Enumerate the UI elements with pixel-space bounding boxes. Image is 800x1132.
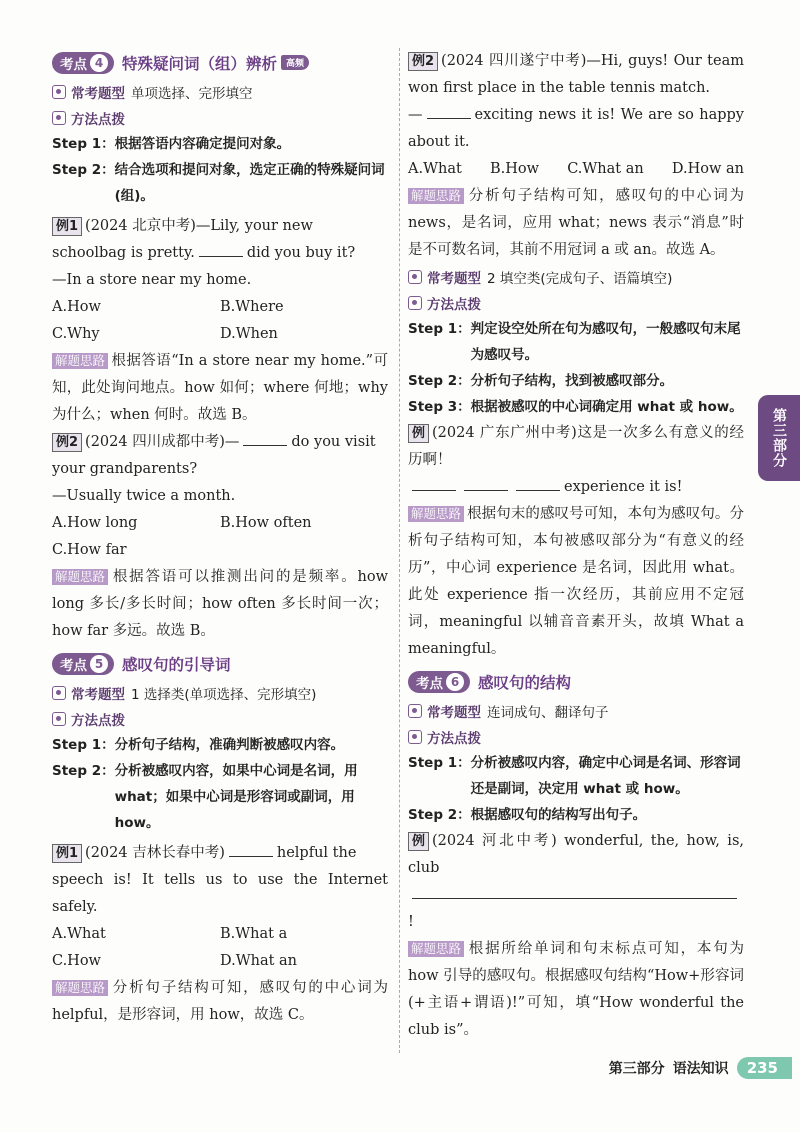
- solution-tag: 解题思路: [408, 188, 464, 204]
- question-type-row: 常考题型 连词成句、翻译句子: [408, 698, 744, 724]
- step-item: Step 3： 根据被感叹的中心词确定用 what 或 how。: [408, 399, 743, 415]
- option: A.What: [408, 161, 462, 177]
- question-type-row: 常考题型 1 选择类(单项选择、完形填空): [52, 680, 388, 706]
- solution-text: 解题思路 分析句子结构可知，感叹句的中心词为 helpful，是形容词，用 how，故选 C。: [52, 980, 388, 1023]
- question-type-icon: [408, 704, 422, 718]
- kaodian-4-header: [52, 50, 388, 75]
- kaodian-number: 4: [90, 54, 108, 72]
- solution-tag: 解题思路: [408, 941, 464, 957]
- answer-line: —In a store near my home.: [52, 272, 252, 288]
- answer-line: —Usually twice a month.: [52, 488, 236, 504]
- kaodian-5-header: [52, 651, 388, 676]
- method-icon: [408, 730, 422, 744]
- solution-text: 解题思路 根据答语“In a store near my home.”可知，此处询问地点。how 如何；where 何地；why 为什么；when 何时。故选 B。: [52, 353, 388, 423]
- method-icon: [408, 296, 422, 310]
- answer-blank: [464, 477, 508, 491]
- example-tag: 例: [408, 424, 429, 443]
- kaodian-title: 感叹句的引导词: [122, 655, 231, 674]
- step-item: Step 1： 判定设空处所在句为感叹句，一般感叹句末尾为感叹号。: [408, 321, 741, 363]
- solution-text: 解题思路 根据句末的感叹号可知，本句为感叹句。分析句子结构可知，本句被感叹部分为“有意义的经历”，中心词 experience 是名词，因此用 what。此处 experience 指一次经历，其前应用不定冠词，meaningful 以辅音音素开头，故填 What a meaningful。: [408, 506, 744, 657]
- answer-blank: [199, 243, 243, 257]
- options: [52, 510, 388, 564]
- answer-blank: [412, 885, 737, 899]
- answer-blank: [412, 477, 456, 491]
- kaodian-6-header: [408, 669, 744, 694]
- option: C.How: [52, 953, 101, 969]
- question-type-icon: [52, 85, 66, 99]
- answer-blank: [427, 105, 471, 119]
- kaodian-number: 6: [446, 673, 464, 691]
- option: A.How long: [52, 515, 138, 531]
- question-type-row: 常考题型 2 填空类(完成句子、语篇填空): [408, 264, 744, 290]
- step-item: Step 2： 分析句子结构，找到被感叹部分。: [408, 373, 674, 389]
- method-row: 方法点拨: [408, 290, 744, 316]
- page-footer: [609, 1056, 792, 1080]
- option: A.How: [52, 299, 101, 315]
- section-side-tab: 第三部分: [758, 395, 800, 481]
- example-question: 例1 (2024 北京中考)—Lily, your new: [52, 213, 388, 240]
- answer-blank: [229, 843, 273, 857]
- kaodian-badge: 考点 5: [52, 653, 114, 675]
- example-tag: 例: [408, 832, 429, 851]
- option: D.What an: [220, 953, 298, 969]
- solution-tag: 解题思路: [408, 506, 464, 522]
- option: B.How: [489, 161, 540, 177]
- method-row: 方法点拨: [408, 724, 744, 750]
- solution-tag: 解题思路: [52, 353, 108, 369]
- option: D.How an: [671, 161, 744, 177]
- step-item: Step 2： 分析被感叹内容，如果中心词是名词，用 what；如果中心词是形容词或副词，用 how。: [52, 763, 358, 831]
- step-item: Step 2： 结合选项和提问对象，选定正确的特殊疑问词(组)。: [52, 162, 385, 204]
- step-item: Step 1： 分析被感叹内容，确定中心词是名词、形容词还是副词，决定用 what 或 how。: [408, 755, 741, 797]
- option: C.What an: [567, 161, 644, 177]
- example-tag: 例1: [52, 844, 82, 863]
- option: B.How often: [220, 515, 312, 531]
- step-item: Step 2： 根据感叹句的结构写出句子。: [408, 807, 647, 823]
- step-item: Step 1： 根据答语内容确定提问对象。: [52, 136, 291, 152]
- example-tag: 例1: [52, 217, 82, 236]
- footer-section: 第三部分: [608, 1061, 665, 1077]
- method-row: 方法点拨: [52, 105, 388, 131]
- option: A.What: [52, 926, 106, 942]
- answer-blank: [243, 432, 287, 446]
- example-tag: 例2: [408, 52, 438, 71]
- options: [52, 294, 388, 348]
- solution-tag: 解题思路: [52, 569, 108, 585]
- footer-title: 语法知识: [672, 1061, 729, 1077]
- left-column: 考点 4 特殊疑问词（组）辨析 高频 常考题型 单项选择、完形填空 方法点拨 Step 1： 根据答语内容确定提问对象。 Step 2： 结合选项和提问对象，选定正确的特殊疑问词(组)。 例1 (2024 北京中考)—Lily, your new schoolbag is pretty. did you buy it? —In a store near my home. A.How B.Where C.Why D.When 解题思路 根据答语“In a store near my home.”可知，此处询问地点。how 如何；where 何地；why 为什么；when 何时。故选 B。 例2 (2024 四川成都中考)— do you visit your grandparents? —Usually twice a month. A.How long B.How often C.How far 解题思路 根据答语可以推测出问的是频率。how long 多长/多长时间；how often 多长时间一次；how far 多远。故选 B。 考点 5 感叹句的引导词 常考题型 1 选择类(单项选择、完形填空) 方法点拨 Step 1： 分析句子结构，准确判断被感叹内容。 Step 2： 分析被感叹内容，如果中心词是名词，用 what；如果中心词是形容词或副词，用 how。 例1 (2024 吉林长春中考) helpful the speech is! It tells us to use the Internet safely. A.What B.What a C.How D.What an 解题思路 分析句子结构可知，感叹句的中心词为 helpful，是形容词，用 how，故选 C。: [52, 48, 388, 1029]
- question-type-row: 常考题型 单项选择、完形填空: [52, 79, 388, 105]
- method-row: 方法点拨: [52, 706, 388, 732]
- option: B.Where: [220, 299, 284, 315]
- solution-tag: 解题思路: [52, 980, 108, 996]
- solution-text: 解题思路 分析句子结构可知，感叹句的中心词为 news，是名词，应用 what；news 表示“消息”时是不可数名词，其前不用冠词 a 或 an。故选 A。: [408, 188, 744, 258]
- kaodian-badge: 考点 4: [52, 52, 114, 74]
- method-icon: [52, 712, 66, 726]
- example-question: 例 (2024 广东广州中考)这是一次多么有意义的经历啊！: [408, 425, 744, 468]
- example-tag: 例2: [52, 433, 82, 452]
- example-question: 例2 (2024 四川成都中考)— do you visit: [52, 429, 388, 456]
- option: C.How far: [52, 542, 127, 558]
- high-frequency-tag: 高频: [281, 55, 309, 70]
- example-question: 例 (2024 河北中考) wonderful, the, how, is, club: [408, 833, 744, 876]
- page-number: 235: [737, 1057, 792, 1079]
- question-type-icon: [408, 270, 422, 284]
- options: [52, 921, 388, 975]
- kaodian-title: 特殊疑问词（组）辨析: [122, 54, 278, 73]
- answer-blank: [516, 477, 560, 491]
- step-item: Step 1： 分析句子结构，准确判断被感叹内容。: [52, 737, 345, 753]
- right-column: 例2 (2024 四川遂宁中考)—Hi, guys! Our team won first place in the table tennis match. — exciting news it is! We are so happy about it. A.What B.How C.What an D.How an 解题思路 分析句子结构可知，感叹句的中心词为 news，是名词，应用 what；news 表示“消息”时是不可数名词，其前不用冠词 a 或 an。故选 A。 常考题型 2 填空类(完成句子、语篇填空) 方法点拨 Step 1： 判定设空处所在句为感叹句，一般感叹句末尾为感叹号。 Step 2： 分析句子结构，找到被感叹部分。 Step 3： 根据被感叹的中心词确定用 what 或 how。 例 (2024 广东广州中考)这是一次多么有意义的经历啊！ experience it is! 解题思路 根据句末的感叹号可知，本句为感叹句。分析句子结构可知，本句被感叹部分为“有意义的经历”，中心词 experience 是名词，因此用 what。此处 experience 指一次经历，其前应用不定冠词，meaningful 以辅音音素开头，故填 What a meaningful。 考点 6 感叹句的结构 常考题型 连词成句、翻译句子 方法点拨 Step 1： 分析被感叹内容，确定中心词是名词、形容词还是副词，决定用 what 或 how。 Step 2： 根据感叹句的结构写出句子。 例 (2024 河北中考) wonderful, the, how, is, club ! 解题思路 根据所给单词和句末标点可知，本句为 how 引导的感叹句。根据感叹句结构“How+形容词(+主语+谓语)!”可知，填“How wonderful the club is”。: [408, 48, 744, 1044]
- example-question: 例1 (2024 吉林长春中考) helpful the: [52, 840, 388, 867]
- question-type-icon: [52, 686, 66, 700]
- solution-text: 解题思路 根据答语可以推测出问的是频率。how long 多长/多长时间；how often 多长时间一次；how far 多远。故选 B。: [52, 569, 388, 639]
- kaodian-badge: 考点 6: [408, 671, 470, 693]
- options: [408, 156, 744, 183]
- option: C.Why: [52, 326, 100, 342]
- kaodian-number: 5: [90, 655, 108, 673]
- method-icon: [52, 111, 66, 125]
- column-divider: [399, 48, 400, 1053]
- example-question: 例2 (2024 四川遂宁中考)—Hi, guys! Our team won first place in the table tennis match.: [408, 53, 744, 96]
- option: D.When: [220, 326, 278, 342]
- option: B.What a: [220, 926, 288, 942]
- kaodian-title: 感叹句的结构: [478, 673, 572, 692]
- solution-text: 解题思路 根据所给单词和句末标点可知，本句为 how 引导的感叹句。根据感叹句结构“How+形容词(+主语+谓语)!”可知，填“How wonderful the club is”。: [408, 941, 744, 1038]
